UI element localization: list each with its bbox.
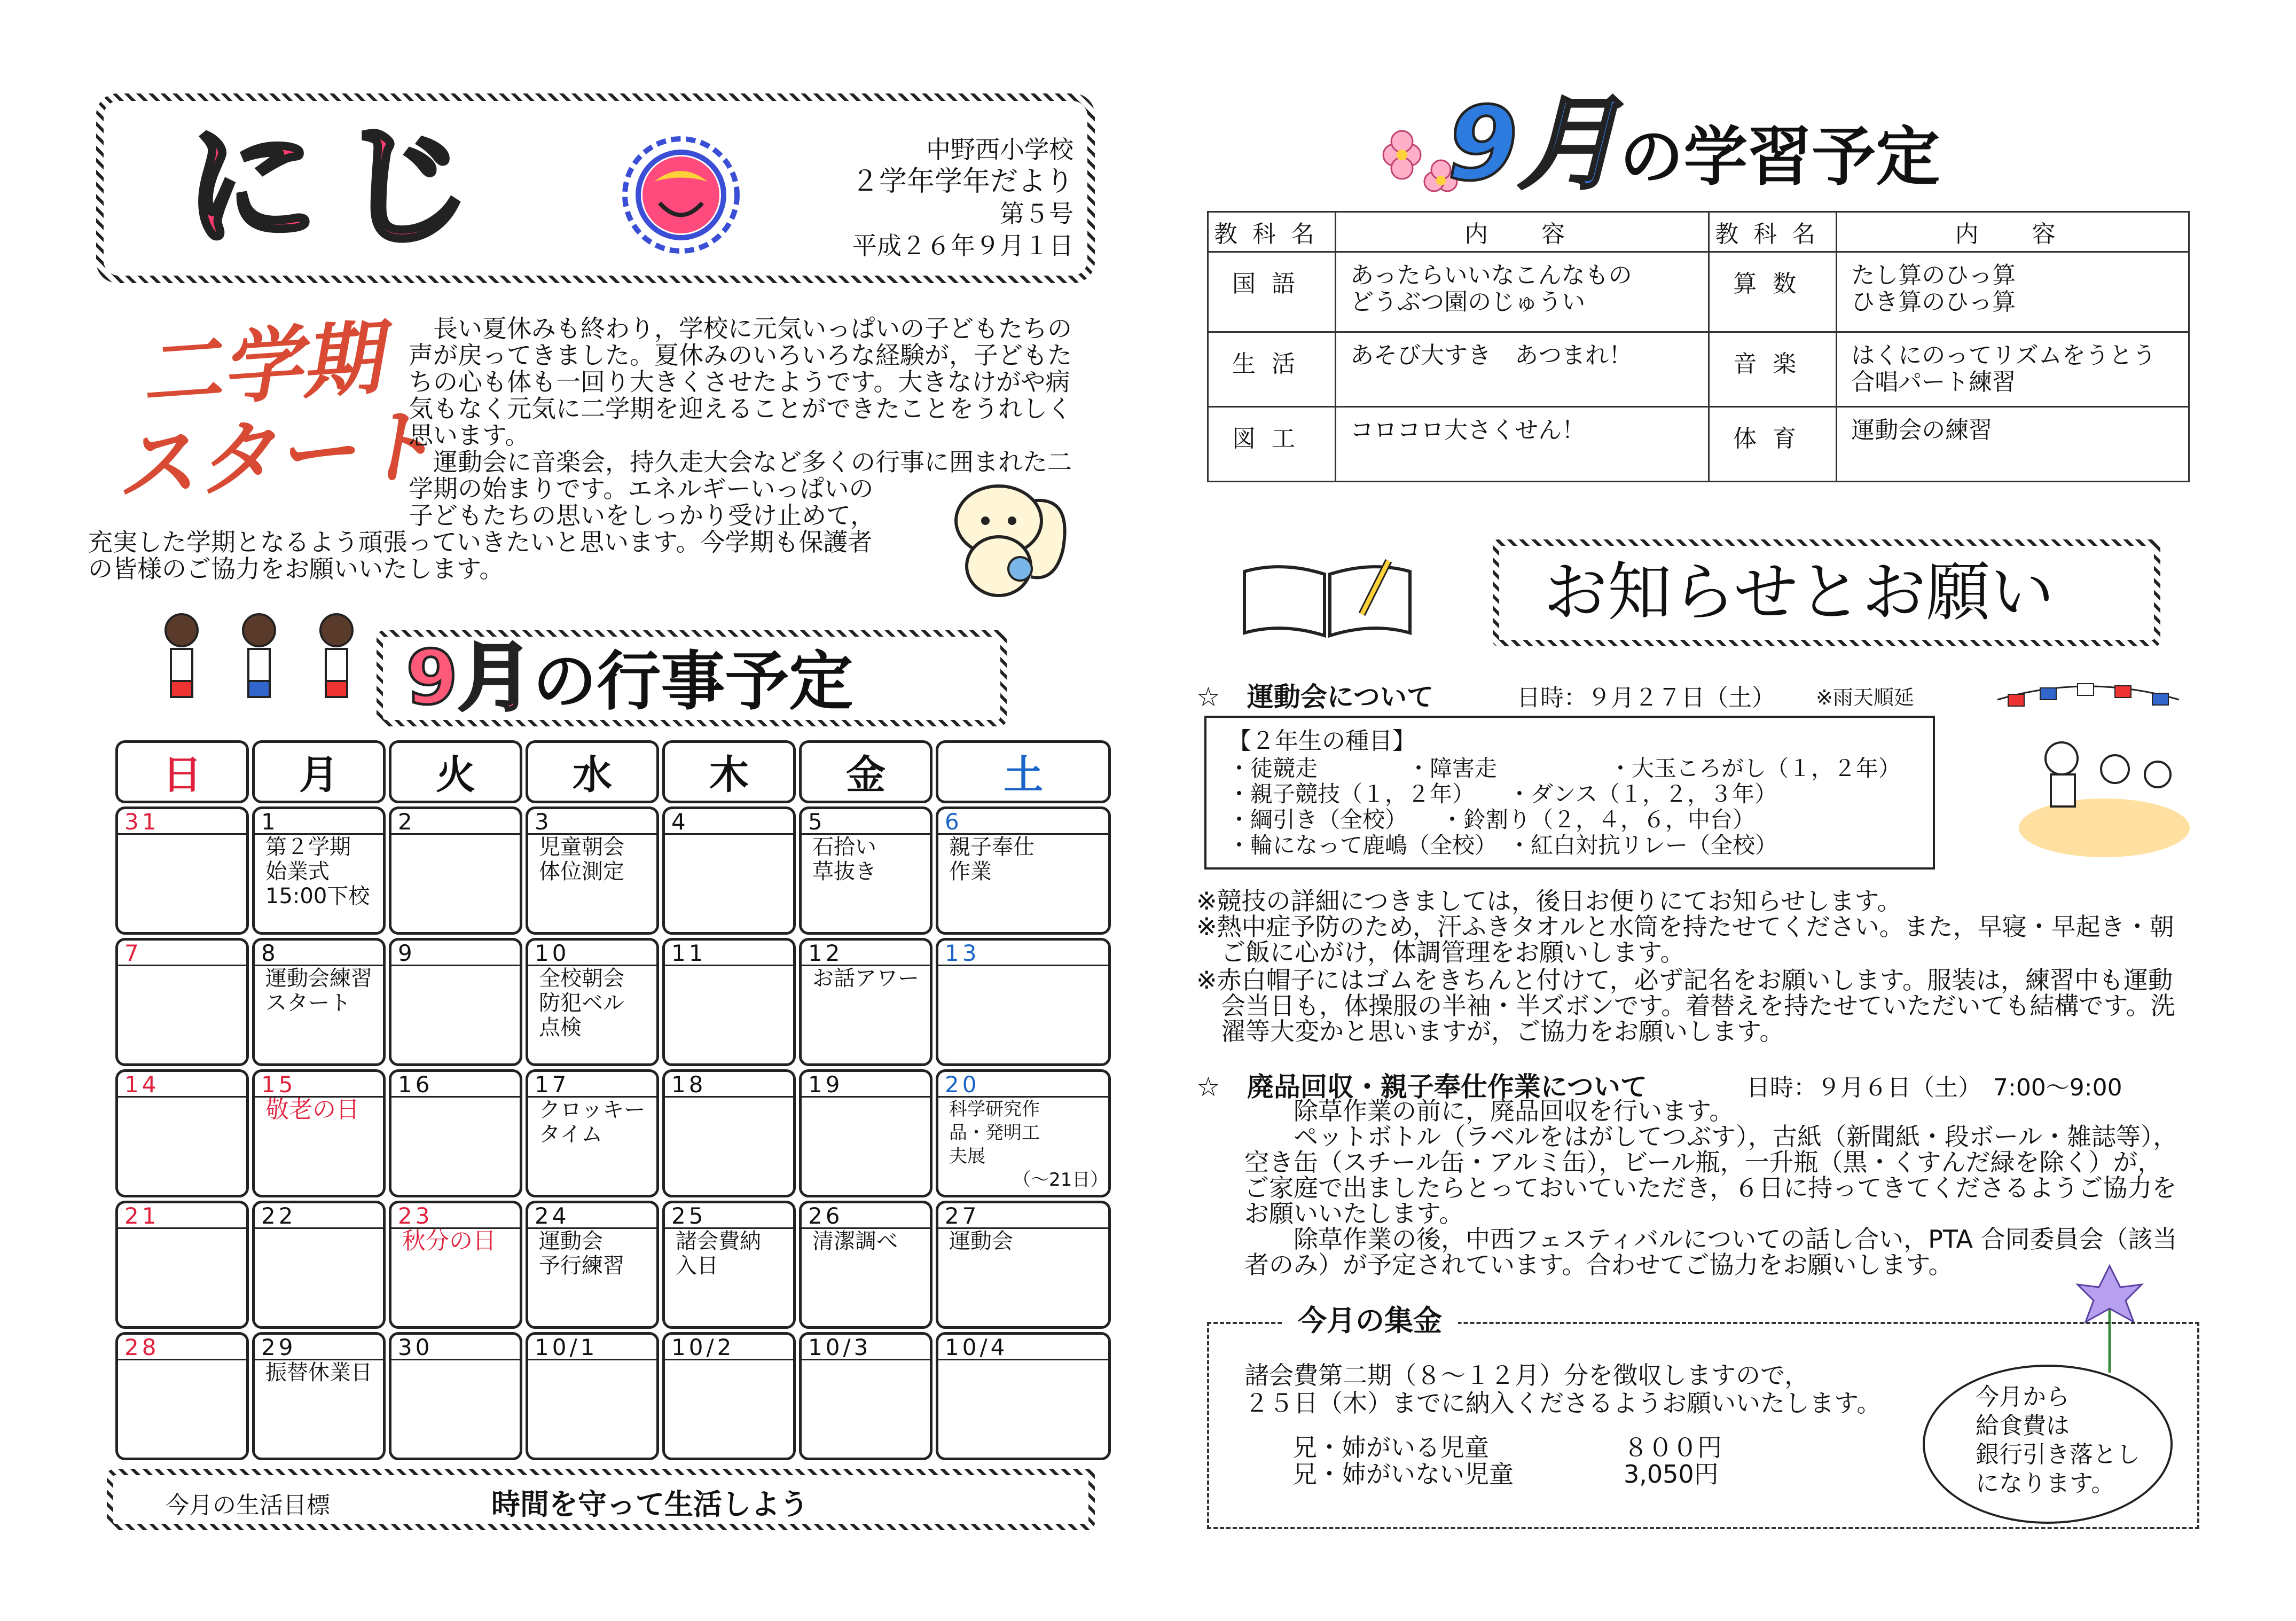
calendar-day bbox=[252, 938, 386, 1066]
content-cell: 運動会の練習 bbox=[1837, 407, 2189, 482]
lunch-fee-oval: 今月から 給食費は 銀行引き落とし になります。 bbox=[1923, 1365, 2173, 1524]
events-title: 9月の行事予定 bbox=[406, 635, 853, 722]
day-number: 4 bbox=[665, 809, 793, 835]
day-number: 10/3 bbox=[802, 1335, 930, 1360]
calendar-day bbox=[936, 1201, 1111, 1329]
calendar-day bbox=[936, 1332, 1111, 1460]
calendar-day bbox=[662, 938, 796, 1066]
day-number: 6 bbox=[938, 809, 1108, 835]
monthly-goal-label: 今月の生活目標 bbox=[166, 1492, 330, 1519]
subject-cell: 図工 bbox=[1208, 407, 1336, 482]
open-book-icon bbox=[1234, 550, 1421, 646]
sports-day-rain-note: ※雨天順延 bbox=[1816, 686, 1914, 709]
day-number: 12 bbox=[802, 941, 930, 966]
day-number: 31 bbox=[118, 809, 246, 835]
day-event: 敬老の日 bbox=[265, 1096, 359, 1123]
calendar-day bbox=[526, 1332, 659, 1460]
day-event: 第２学期 始業式 15:00下校 bbox=[265, 835, 370, 909]
day-event: 石拾い 草抜き bbox=[812, 835, 876, 884]
weekday-mon: 月 bbox=[252, 740, 386, 803]
day-number: 2 bbox=[391, 809, 520, 835]
day-event: 振替休業日 bbox=[265, 1360, 372, 1385]
calendar-day bbox=[662, 1332, 796, 1460]
calendar-day bbox=[115, 1201, 249, 1329]
calendar-day bbox=[799, 806, 932, 935]
day-number: 28 bbox=[118, 1335, 246, 1360]
calendar-day bbox=[389, 938, 522, 1066]
squirrel-illustration bbox=[940, 470, 1079, 609]
newsletter-name: ２学年学年だより bbox=[851, 166, 1073, 198]
calendar-day bbox=[252, 806, 386, 935]
study-schedule-table bbox=[1207, 211, 2190, 482]
table-row bbox=[1208, 407, 2189, 482]
calendar-day bbox=[526, 938, 659, 1066]
calendar-day bbox=[252, 1332, 386, 1460]
events-list-box: 【２年生の種目】 ・徒競走 ・障害走 ・大玉ころがし（１，２年） ・親子競技（１，２年） ・ダンス（１，２，３年） ・綱引き（全校） ・鈴割り（２，４，６，中台） ・輪になって鹿嶋（全校） ・紅白対抗リレー（全校） bbox=[1204, 716, 1935, 870]
school-name: 中野西小学校 bbox=[926, 135, 1073, 164]
calendar-week bbox=[115, 1069, 1111, 1197]
content-cell: はくにのってリズムをうとう 合唱パート練習 bbox=[1837, 332, 2189, 407]
calendar-week bbox=[115, 1332, 1111, 1460]
day-number: 22 bbox=[255, 1203, 383, 1229]
table-row bbox=[1208, 252, 2189, 332]
day-number: 15 bbox=[255, 1072, 383, 1098]
fee-label-with-sibling: 兄・姉がいる児童 bbox=[1292, 1433, 1489, 1462]
day-number: 1 bbox=[255, 809, 383, 835]
calendar-day bbox=[526, 1201, 659, 1329]
day-event: クロッキー タイム bbox=[539, 1098, 646, 1147]
subject-cell: 音楽 bbox=[1709, 332, 1837, 407]
day-event: 秋分の日 bbox=[402, 1227, 496, 1255]
col-subject-2: 教科名 bbox=[1709, 212, 1837, 252]
day-number: 21 bbox=[118, 1203, 246, 1229]
subject-cell: 生活 bbox=[1208, 332, 1336, 407]
content-cell: たし算のひっ算 ひき算のひっ算 bbox=[1837, 252, 2189, 332]
calendar-day bbox=[389, 1069, 522, 1197]
day-number: 24 bbox=[528, 1203, 656, 1229]
calendar-day bbox=[662, 806, 796, 935]
september-calendar bbox=[112, 737, 1114, 1463]
calendar-day bbox=[799, 1069, 932, 1197]
calendar-day bbox=[252, 1069, 386, 1197]
content-cell: あそび大すき あつまれ！ bbox=[1336, 332, 1709, 407]
sports-day-date: 日時：９月２７日（土） bbox=[1517, 684, 1775, 711]
weekday-sun: 日 bbox=[115, 740, 249, 803]
weekday-tue: 火 bbox=[389, 740, 522, 803]
weekday-wed: 水 bbox=[526, 740, 659, 803]
day-number: 10/2 bbox=[665, 1335, 793, 1360]
subject-cell: 国語 bbox=[1208, 252, 1336, 332]
day-number: 9 bbox=[391, 941, 520, 966]
issue-date: 平成２６年９月１日 bbox=[852, 231, 1073, 260]
fee-label-no-sibling: 兄・姉がいない児童 bbox=[1292, 1460, 1514, 1489]
weekday-fri: 金 bbox=[799, 740, 932, 803]
day-event: 諸会費納 入日 bbox=[676, 1229, 761, 1278]
calendar-day bbox=[389, 1201, 522, 1329]
content-cell: コロコロ大さくせん！ bbox=[1336, 407, 1709, 482]
day-event: 全校朝会 防犯ベル 点検 bbox=[539, 966, 624, 1040]
calendar-day bbox=[252, 1201, 386, 1329]
recycle-date: 日時：９月６日（土） 7:00～9:00 bbox=[1746, 1074, 2122, 1101]
day-number: 7 bbox=[118, 941, 246, 966]
day-number: 10 bbox=[528, 941, 656, 966]
table-row bbox=[1208, 332, 2189, 407]
newsletter-title: にじ bbox=[184, 109, 494, 264]
day-number: 19 bbox=[802, 1072, 930, 1098]
calendar-day bbox=[115, 938, 249, 1066]
semester-start-heading: 二学期 スタート bbox=[112, 311, 439, 514]
content-cell: あったらいいなこんなもの どうぶつ園のじゅうい bbox=[1336, 252, 1709, 332]
calendar-day bbox=[662, 1201, 796, 1329]
sun-logo-icon bbox=[604, 128, 758, 262]
calendar-day bbox=[936, 806, 1111, 935]
day-event: お話アワー bbox=[812, 966, 919, 991]
col-content-2: 内 容 bbox=[1837, 212, 2189, 252]
day-number: 29 bbox=[255, 1335, 383, 1360]
day-number: 5 bbox=[802, 809, 930, 835]
calendar-day bbox=[799, 1201, 932, 1329]
calendar-week bbox=[115, 806, 1111, 935]
col-subject-1: 教科名 bbox=[1208, 212, 1336, 252]
day-number: 27 bbox=[938, 1203, 1108, 1229]
day-event: 清潔調べ bbox=[812, 1229, 898, 1254]
day-number: 18 bbox=[665, 1072, 793, 1098]
day-event: 運動会練習 スタート bbox=[265, 966, 372, 1015]
fee-amount-no-sibling: 3,050円 bbox=[1624, 1460, 1719, 1489]
calendar-day bbox=[115, 806, 249, 935]
monthly-goal-text: 時間を守って生活しよう bbox=[491, 1487, 809, 1521]
day-number: 17 bbox=[528, 1072, 656, 1098]
weekday-sat: 土 bbox=[936, 740, 1111, 803]
subject-cell: 算数 bbox=[1709, 252, 1837, 332]
subject-cell: 体育 bbox=[1709, 407, 1837, 482]
day-event: 児童朝会 体位測定 bbox=[539, 835, 624, 884]
notice-title: お知らせとお願い bbox=[1543, 555, 2055, 630]
day-number: 13 bbox=[938, 941, 1108, 966]
day-event: 親子奉仕 作業 bbox=[949, 835, 1035, 884]
calendar-day bbox=[389, 806, 522, 935]
calendar-day bbox=[526, 1069, 659, 1197]
day-number: 23 bbox=[391, 1203, 520, 1229]
calendar-day bbox=[389, 1332, 522, 1460]
col-content-1: 内 容 bbox=[1336, 212, 1709, 252]
calendar-week bbox=[115, 938, 1111, 1066]
fee-amount-with-sibling: ８００円 bbox=[1624, 1433, 1722, 1462]
day-number: 16 bbox=[391, 1072, 520, 1098]
calendar-day bbox=[936, 1069, 1111, 1197]
day-number: 14 bbox=[118, 1072, 246, 1098]
calendar-day bbox=[799, 1332, 932, 1460]
day-event: 科学研究作 品・発明工 夫展 （～21日） bbox=[949, 1099, 1109, 1191]
day-number: 10/1 bbox=[528, 1335, 656, 1360]
calendar-day bbox=[662, 1069, 796, 1197]
runners-illustration bbox=[1987, 668, 2190, 860]
issue-number: 第５号 bbox=[1000, 199, 1073, 228]
day-number: 25 bbox=[665, 1203, 793, 1229]
sports-day-heading: ☆ 運動会について bbox=[1196, 682, 1433, 712]
day-event: 運動会 bbox=[949, 1229, 1013, 1254]
recycle-heading: ☆ 廃品回収・親子奉仕作業について bbox=[1196, 1071, 1647, 1102]
cheering-kids-illustration bbox=[144, 598, 379, 732]
weekday-thu: 木 bbox=[662, 740, 796, 803]
calendar-day bbox=[526, 806, 659, 935]
calendar-week bbox=[115, 1201, 1111, 1329]
fees-heading: 今月の集金 bbox=[1282, 1298, 1458, 1339]
day-number: 26 bbox=[802, 1203, 930, 1229]
day-event: 運動会 予行練習 bbox=[539, 1229, 624, 1278]
day-number: 20 bbox=[938, 1072, 1108, 1098]
calendar-day bbox=[115, 1069, 249, 1197]
day-number: 8 bbox=[255, 941, 383, 966]
day-number: 10/4 bbox=[938, 1335, 1108, 1360]
day-number: 30 bbox=[391, 1335, 520, 1360]
day-number: 3 bbox=[528, 809, 656, 835]
calendar-day bbox=[799, 938, 932, 1066]
calendar-day bbox=[936, 938, 1111, 1066]
calendar-day bbox=[115, 1332, 249, 1460]
day-number: 11 bbox=[665, 941, 793, 966]
study-title: 9月の学習予定 bbox=[1447, 85, 1940, 203]
